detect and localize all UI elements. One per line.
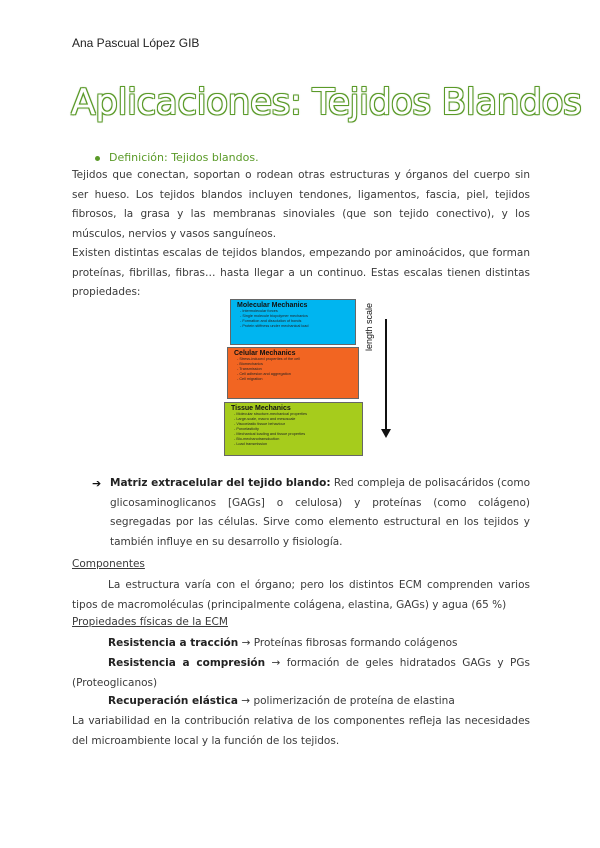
final-paragraph: La variabilidad en la contribución relativa de los componentes refleja las necesidades del microambiente local y la función de los tejidos. [72, 715, 530, 747]
box-line: - Bio-mechanotransduction [234, 437, 280, 441]
property-label: Resistencia a compresión [108, 657, 266, 669]
box-line: - Biomechanics [237, 362, 263, 366]
definition-bullet-text: Definición: Tejidos blandos. [109, 151, 259, 164]
page-header-author: Ana Pascual López GIB [72, 36, 200, 50]
arrow-right-icon: ➔ [92, 477, 102, 490]
box-line: - Stress-induced properties of the cell [237, 357, 300, 361]
bullet-dot-icon [95, 156, 100, 161]
propiedades-heading: Propiedades físicas de la ECM [72, 616, 228, 628]
property-item [108, 692, 530, 712]
box-title: Celular Mechanics [234, 350, 296, 357]
box-line: - Cell adhesion and aggregation [237, 372, 291, 376]
box-title: Molecular Mechanics [237, 302, 308, 309]
page-title: Aplicaciones: Tejidos Blandos [71, 82, 582, 123]
property-item [72, 654, 530, 693]
box-line: - Load transmission [234, 442, 268, 446]
arrow-down-icon [381, 429, 391, 438]
box-line: - Single molecule biopolymer mechanics [240, 314, 308, 318]
box-line: - Large-scale, macro and mesoscale [234, 417, 296, 421]
box-line: - Intermolecular forces [240, 309, 278, 313]
box-line: - Molecular structure-mechanical properties [234, 412, 308, 416]
box-line: - Protein stiffness under mechanical load [240, 324, 309, 328]
property-label: Recuperación elástica [108, 695, 238, 707]
box-line: - Poroelasticity [234, 427, 259, 431]
box-line: - Viscoelastic tissue behaviour [234, 422, 286, 426]
componentes-heading: Componentes [72, 558, 145, 570]
property-text: → formación de geles hidratados GAGs y PGs (Proteoglicanos) [72, 657, 530, 689]
tissue-mechanics-box [224, 402, 363, 456]
property-text: → Proteínas fibrosas formando colágenos [238, 637, 458, 649]
paragraph-definition: Tejidos que conectan, soportan o rodean otras estructuras y órganos del cuerpo sin ser hueso. Los tejidos blandos incluyen tendones, ligamentos, fascia, piel, tejidos fibrosos, la grasa y las membranas sinoviales (que son tejido conectivo), y los músculos, nervios y vasos sanguíneos. [72, 169, 530, 240]
property-text: → polimerización de proteína de elastina [237, 695, 455, 707]
celular-mechanics-box [227, 347, 359, 399]
box-title: Tissue Mechanics [231, 405, 291, 412]
matriz-label: Matriz extracelular del tejido blando: [110, 477, 331, 489]
box-line: - Transmission [237, 367, 262, 371]
length-scale-label: length scale [364, 302, 374, 351]
definition-bullet [95, 151, 259, 164]
box-line: - Mechanical loading and tissue properties [234, 432, 306, 436]
matriz-description: Red compleja de polisacáridos (como glicosaminoglicanos [GAGs] o celulosa) y proteínas (como colágeno) segregadas por las células. Sirve como elemento estructural en los tejidos y también influye en su desarrollo y fisiología. [110, 477, 531, 548]
property-item [108, 634, 530, 654]
mechanics-scale-figure [224, 299, 398, 459]
property-label: Resistencia a tracción [108, 637, 239, 649]
matriz-text [110, 474, 530, 552]
scale-arrow-line [385, 319, 387, 431]
box-line: - Formation and dissolution of bonds [240, 319, 302, 323]
matriz-bullet [92, 474, 530, 552]
molecular-mechanics-box [230, 299, 356, 345]
box-line: - Cell migration [237, 377, 263, 381]
paragraph-scales: Existen distintas escalas de tejidos blandos, empezando por aminoácidos, que forman proteínas, fibrillas, fibras… hasta llegar a un continuo. Estas escalas tienen distintas propiedades: [72, 247, 530, 298]
componentes-paragraph: La estructura varía con el órgano; pero los distintos ECM comprenden varios tipos de macromoléculas (principalmente colágena, elastina, GAGs) y agua (65 %) [72, 579, 530, 611]
